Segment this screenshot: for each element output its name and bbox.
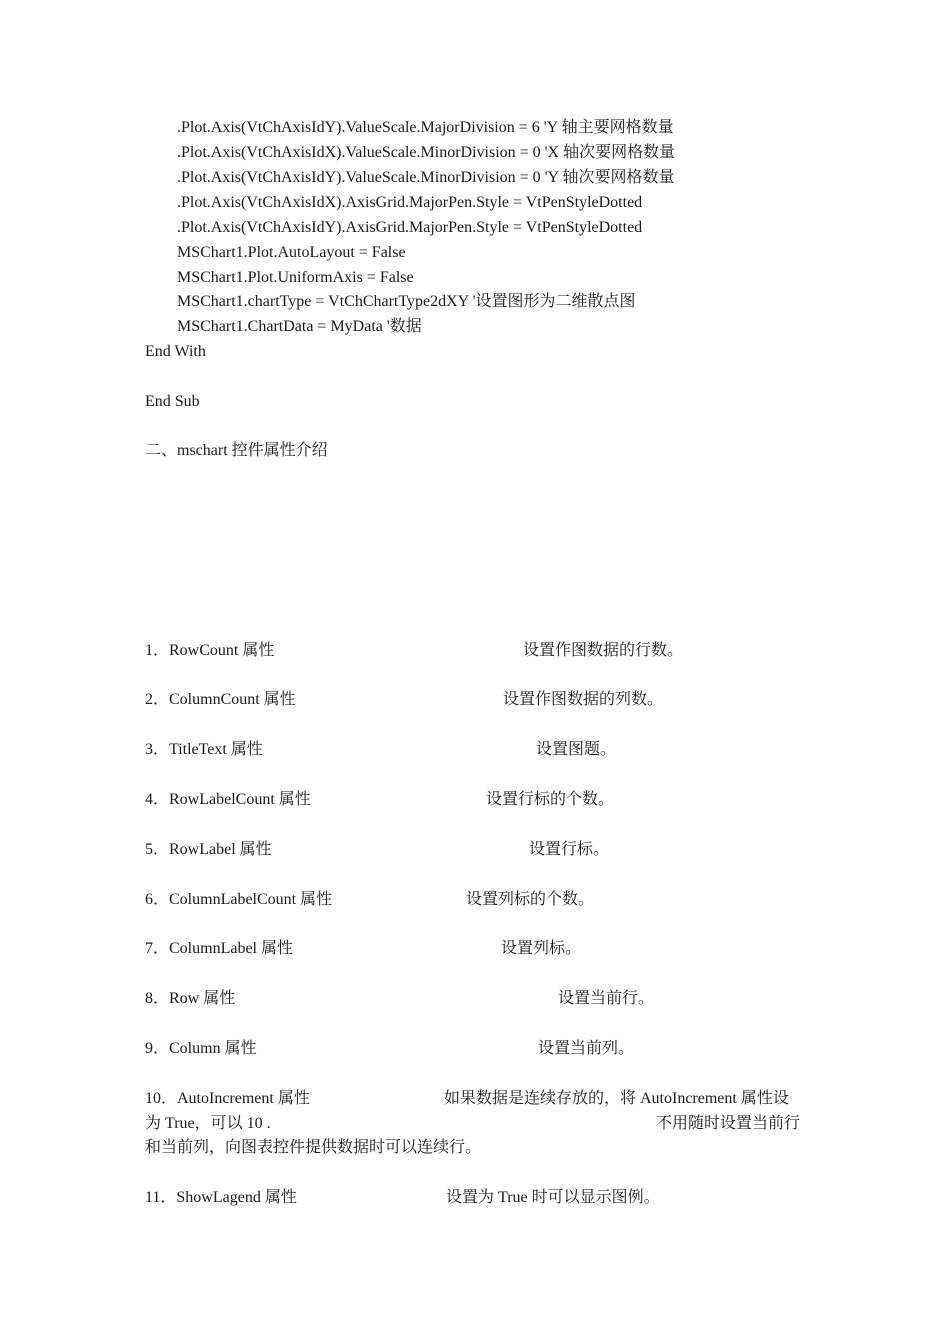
property-desc: 设置当前列。 bbox=[538, 1040, 635, 1057]
property-name: 3．TitleText 属性 bbox=[145, 741, 263, 758]
end-with-line: End With bbox=[145, 343, 206, 360]
code-line: MSChart1.ChartData = MyData '数据 bbox=[177, 318, 422, 335]
code-line: MSChart1.Plot.AutoLayout = False bbox=[177, 244, 406, 261]
property-name: 1．RowCount 属性 bbox=[145, 642, 275, 659]
property-desc: 设置图题。 bbox=[536, 741, 617, 758]
code-line: .Plot.Axis(VtChAxisIdY).AxisGrid.MajorPen.Style = VtPenStyleDotted bbox=[177, 219, 643, 236]
property-desc: 设置为 True 时可以显示图例。 bbox=[446, 1189, 660, 1206]
property-desc-cont: 为 True，可以 10 . bbox=[145, 1115, 271, 1132]
property-name: 9．Column 属性 bbox=[145, 1040, 257, 1057]
property-name: 8．Row 属性 bbox=[145, 990, 236, 1007]
property-name: 6．ColumnLabelCount 属性 bbox=[145, 891, 333, 908]
property-desc: 设置当前行。 bbox=[558, 990, 655, 1007]
property-desc-cont: 不用随时设置当前行 bbox=[656, 1115, 801, 1132]
code-line: .Plot.Axis(VtChAxisIdX).AxisGrid.MajorPen.Style = VtPenStyleDotted bbox=[177, 194, 643, 211]
property-desc: 设置列标。 bbox=[501, 940, 582, 957]
property-name: 5．RowLabel 属性 bbox=[145, 841, 272, 858]
property-name: 7．ColumnLabel 属性 bbox=[145, 940, 293, 957]
property-desc: 设置行标。 bbox=[529, 841, 610, 858]
property-name: 2．ColumnCount 属性 bbox=[145, 691, 296, 708]
code-line: MSChart1.Plot.UniformAxis = False bbox=[177, 269, 414, 286]
property-desc: 设置行标的个数。 bbox=[486, 791, 615, 808]
property-name: 10．AutoIncrement 属性 bbox=[145, 1090, 310, 1107]
property-desc-cont: 和当前列，向图表控件提供数据时可以连续行。 bbox=[145, 1139, 482, 1156]
property-name: 4．RowLabelCount 属性 bbox=[145, 791, 311, 808]
code-line: .Plot.Axis(VtChAxisIdY).ValueScale.MajorDivision = 6 'Y 轴主要网格数量 bbox=[177, 119, 674, 136]
property-name: 11．ShowLagend 属性 bbox=[145, 1189, 297, 1206]
code-line: .Plot.Axis(VtChAxisIdX).ValueScale.MinorDivision = 0 'X 轴次要网格数量 bbox=[177, 144, 676, 161]
property-desc: 设置列标的个数。 bbox=[466, 891, 595, 908]
property-desc: 如果数据是连续存放的，将 AutoIncrement 属性设 bbox=[444, 1090, 789, 1107]
property-desc: 设置作图数据的列数。 bbox=[503, 691, 664, 708]
end-sub-line: End Sub bbox=[145, 393, 200, 410]
property-desc: 设置作图数据的行数。 bbox=[523, 642, 684, 659]
section-title: 二、mschart 控件属性介绍 bbox=[145, 442, 328, 459]
code-line: MSChart1.chartType = VtChChartType2dXY '设置图形为二维散点图 bbox=[177, 293, 636, 310]
code-line: .Plot.Axis(VtChAxisIdY).ValueScale.MinorDivision = 0 'Y 轴次要网格数量 bbox=[177, 169, 675, 186]
